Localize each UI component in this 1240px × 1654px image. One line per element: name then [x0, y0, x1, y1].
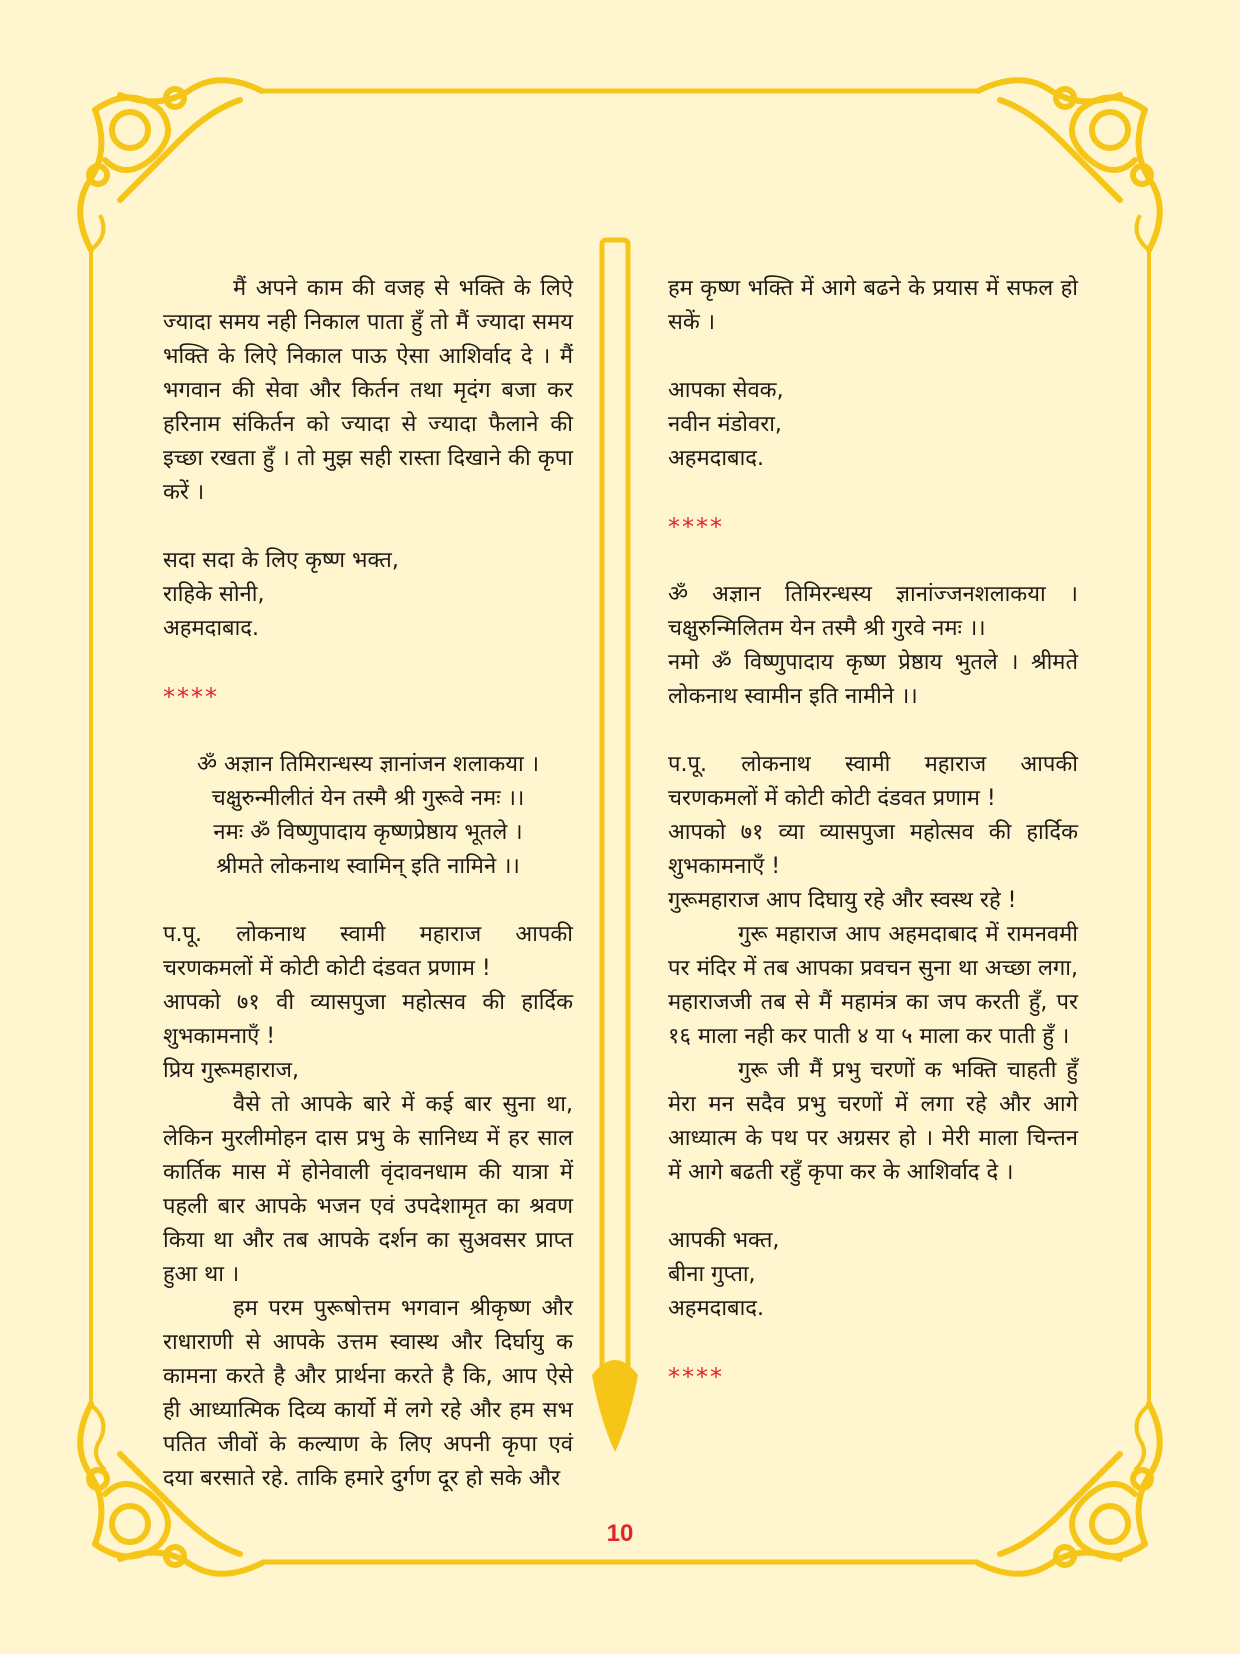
- mantra-line: ॐ अज्ञान तिमिरन्धस्य ज्ञानांज्जनशलाकया ।: [668, 582, 1078, 607]
- letter-paragraph: वैसे तो आपके बारे में कई बार सुना था, लेकिन मुरलीमोहन दास प्रभु के सानिध्य में हर साल कार्तिक मास में होनेवाली वृंदावनधाम की यात्रा में पहली बार आपके भजन एवं उपदेशामृत का श्रवण किया था और तब आपके दर्शन का सुअवसर प्राप्त हुआ था ।: [163, 1092, 573, 1287]
- mantra-line: चक्षुरुन्मिलितम येन तस्मै श्री गुरवे नमः ।।: [668, 616, 986, 641]
- corner-ornament-top-right: [978, 80, 1160, 250]
- signature-line: सदा सदा के लिए कृष्ण भक्त,: [163, 548, 399, 573]
- signature-line: आपकी भक्त,: [668, 1228, 780, 1253]
- side-flourish-right: [1135, 215, 1149, 1470]
- mantra-line: ॐ अज्ञान तिमिरान्धस्य ज्ञानांजन शलाकया ।: [196, 752, 540, 777]
- mantra-line: नमः ॐ विष्णुपादाय कृष्णप्रेष्ठाय भूतले ।: [213, 820, 523, 845]
- salutation-line: प.पू. लोकनाथ स्वामी महाराज आपकी: [163, 922, 573, 947]
- right-column: [668, 272, 1078, 1394]
- salutation-line: प.पू. लोकनाथ स्वामी महाराज आपकी: [668, 752, 1078, 777]
- mantra-line: श्रीमते लोकनाथ स्वामिन् इति नामिने ।।: [216, 854, 520, 879]
- signature-name: राहिके सोनी,: [163, 582, 265, 607]
- letter-paragraph: गुरू जी मैं प्रभु चरणों क भक्ति चाहती हुँ मेरा मन सदैव प्रभु चरणों में लगा रहे और आगे आध्यात्म के पथ पर अग्रसर हो । मेरी माला चिन्तन में आगे बढती रहुँ कृपा कर के आशिर्वाद दे ।: [668, 1058, 1078, 1185]
- letter-paragraph: मैं अपने काम की वजह से भक्ति के लिऐ ज्यादा समय नही निकाल पाता हुँ तो मैं ज्यादा समय भक्ति के लिऐ निकाल पाऊ ऐसा आशिर्वाद दे । मैं भगवान की सेवा और किर्तन तथा मृदंग बजा कर हरिनाम संकिर्तन को ज्यादा से ज्यादा फैलाने की इच्छा रखता हुँ । तो मुझ सही रास्ता दिखाने की कृपा करें ।: [163, 276, 573, 505]
- letter-paragraph: हम परम पुरूषोत्तम भगवान श्रीकृष्ण और राधाराणी से आपके उत्तम स्वास्थ और दिर्घायु क कामना करते है और प्रार्थना करते है कि, आप ऐसे ही आध्यात्मिक दिव्य कार्यो में लगे रहे और हम सभ पतित जीवों के कल्याण के लिए अपनी कृपा एवं दया बरसाते रहे. ताकि हमारे दुर्गण दूर हो सके और: [163, 1296, 573, 1491]
- signature-city: अहमदाबाद.: [163, 616, 259, 641]
- wish-line: गुरूमहाराज आप दिघायु रहे और स्वस्थ रहे !: [668, 888, 1017, 913]
- separator-stars: ****: [668, 513, 724, 541]
- signature-city: अहमदाबाद.: [668, 446, 764, 471]
- signature-name: बीना गुप्ता,: [668, 1262, 756, 1287]
- salutation-line: चरणकमलों में कोटी कोटी दंडवत प्रणाम !: [163, 956, 491, 981]
- mantra-line: चक्षुरुन्मीलीतं येन तस्मै श्री गुरूवे नमः ।।: [211, 786, 525, 811]
- salutation-line: चरणकमलों में कोटी कोटी दंडवत प्रणाम !: [668, 786, 996, 811]
- corner-ornament-bottom-right: [978, 1404, 1160, 1574]
- address-line: प्रिय गुरूमहाराज,: [163, 1058, 299, 1083]
- signature-line: आपका सेवक,: [668, 378, 784, 403]
- pranam-mantra: [163, 748, 573, 884]
- divider-drop-ornament: [592, 1360, 638, 1452]
- corner-ornament-top-left: [80, 80, 262, 250]
- column-divider: [602, 240, 628, 1370]
- signature-city: अहमदाबाद.: [668, 1296, 764, 1321]
- greeting-line: आपको ७१ व्या व्यासपुजा महोत्सव की हार्दिक शुभकामनाएँ !: [668, 820, 1078, 879]
- letter-paragraph: हम कृष्ण भक्ति में आगे बढने के प्रयास में सफल हो सकें ।: [668, 276, 1078, 335]
- letter-paragraph: गुरू महाराज आप अहमदाबाद में रामनवमी पर मंदिर में तब आपका प्रवचन सुना था अच्छा लगा, महाराजजी तब से मैं महामंत्र का जप करती हुँ, पर १६ माला नही कर पाती ४ या ५ माला कर पाती हुँ ।: [668, 922, 1078, 1049]
- mantra-line: नमो ॐ विष्णुपादाय कृष्ण प्रेष्ठाय भुतले । श्रीमते लोकनाथ स्वामीन इति नामीने ।।: [668, 650, 1078, 709]
- side-flourish-left: [91, 215, 105, 1470]
- greeting-line: आपको ७१ वी व्यासपुजा महोत्सव की हार्दिक शुभकामनाएँ !: [163, 990, 573, 1049]
- separator-stars: ****: [163, 683, 219, 711]
- page-number: 10: [606, 1520, 634, 1547]
- left-column: [163, 272, 573, 1496]
- signature-name: नवीन मंडोवरा,: [668, 412, 782, 437]
- separator-stars: ****: [668, 1363, 724, 1391]
